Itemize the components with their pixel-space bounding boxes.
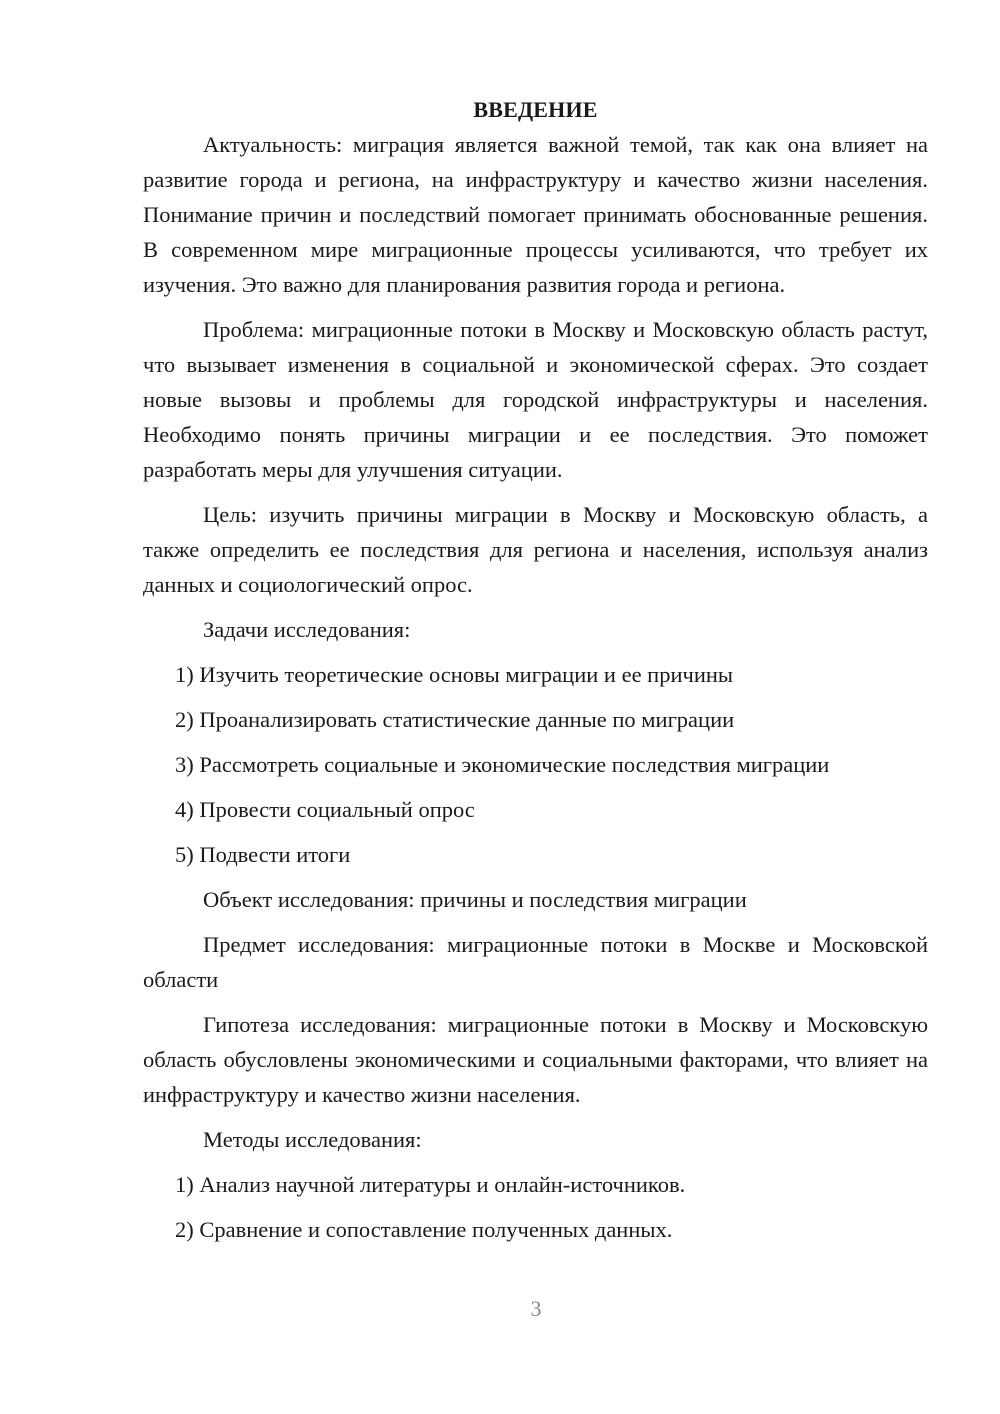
page-title: ВВЕДЕНИЕ (473, 97, 598, 122)
method-item-2: 2) Сравнение и сопоставление полученных данных. (175, 1217, 673, 1242)
task-item-5: 5) Подвести итоги (175, 842, 351, 867)
method-item-1: 1) Анализ научной литературы и онлайн-источников. (175, 1172, 686, 1197)
hypothesis-paragraph: Гипотеза исследования: миграционные потоки в Москву и Московскую область обусловлены экономическими и социальными факторами, что влияет на инфраструктуру и качество жизни населения. (143, 1012, 928, 1107)
tasks-heading: Задачи исследования: (203, 617, 411, 642)
relevance-paragraph: Актуальность: миграция является важной темой, так как она влияет на развитие города и региона, на инфраструктуру и качество жизни населения. Понимание причин и последствий помогает принимать обоснованные решения. В современном мире миграционные процессы усиливаются, что требует их изучения. Это важно для планирования развития города и региона. (143, 132, 928, 297)
task-item-3: 3) Рассмотреть социальные и экономические последствия миграции (175, 752, 830, 777)
problem-paragraph: Проблема: миграционные потоки в Москву и Московскую область растут, что вызывает изменения в социальной и экономической сферах. Это создает новые вызовы и проблемы для городской инфраструктуры и населения. Необходимо понять причины миграции и ее последствия. Это поможет разработать меры для улучшения ситуации. (143, 317, 928, 482)
task-item-4: 4) Провести социальный опрос (175, 797, 475, 822)
subject-paragraph: Предмет исследования: миграционные потоки в Москве и Московской области (143, 932, 928, 992)
goal-paragraph: Цель: изучить причины миграции в Москву и Московскую область, а также определить ее последствия для региона и населения, используя анализ данных и социологический опрос. (143, 502, 928, 597)
task-item-2: 2) Проанализировать статистические данные по миграции (175, 707, 735, 732)
object-paragraph: Объект исследования: причины и последствия миграции (203, 887, 747, 912)
task-item-1: 1) Изучить теоретические основы миграции и ее причины (175, 662, 734, 687)
methods-heading: Методы исследования: (203, 1127, 422, 1152)
page-number: 3 (530, 1296, 542, 1321)
page-content (143, 92, 928, 1257)
